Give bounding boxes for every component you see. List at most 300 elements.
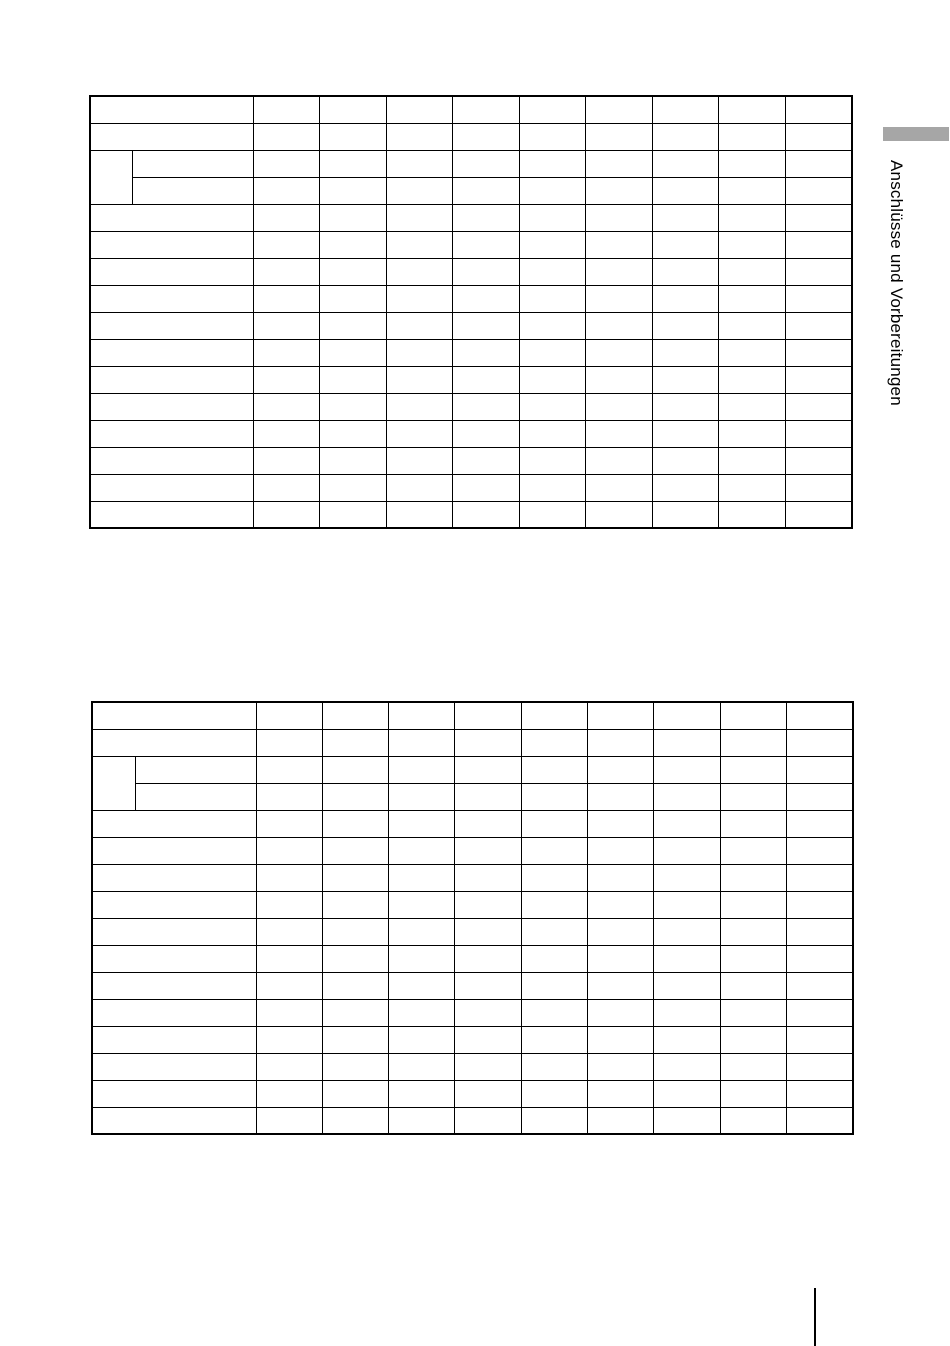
value-cell (455, 1026, 521, 1053)
value-cell (386, 312, 453, 339)
value-cell (521, 729, 587, 756)
value-cell (654, 783, 720, 810)
value-cell (586, 123, 653, 150)
table-row (90, 96, 852, 123)
value-cell (785, 474, 852, 501)
value-cell (322, 918, 388, 945)
value-cell (453, 123, 520, 150)
value-cell (519, 285, 586, 312)
value-cell (652, 474, 719, 501)
table-row (92, 1107, 853, 1134)
value-cell (519, 150, 586, 177)
value-cell (386, 447, 453, 474)
value-cell (453, 501, 520, 528)
value-cell (386, 501, 453, 528)
value-cell (586, 474, 653, 501)
value-cell (586, 501, 653, 528)
value-cell (521, 945, 587, 972)
table-row (92, 1080, 853, 1107)
sub-label-cell (132, 150, 253, 177)
value-cell (386, 420, 453, 447)
value-cell (720, 729, 786, 756)
group-label-cell (92, 756, 135, 810)
value-cell (719, 501, 786, 528)
value-cell (719, 96, 786, 123)
value-cell (588, 945, 654, 972)
value-cell (586, 312, 653, 339)
value-cell (785, 231, 852, 258)
value-cell (453, 339, 520, 366)
value-cell (253, 447, 320, 474)
value-cell (652, 339, 719, 366)
value-cell (787, 864, 853, 891)
value-cell (787, 945, 853, 972)
value-cell (654, 729, 720, 756)
value-cell (453, 420, 520, 447)
value-cell (519, 231, 586, 258)
table-row (90, 150, 852, 177)
value-cell (389, 729, 455, 756)
value-cell (256, 1107, 322, 1134)
value-cell (654, 1080, 720, 1107)
value-cell (386, 285, 453, 312)
value-cell (588, 810, 654, 837)
value-cell (256, 756, 322, 783)
value-cell (652, 420, 719, 447)
row-label-cell (90, 96, 253, 123)
value-cell (519, 96, 586, 123)
value-cell (521, 918, 587, 945)
value-cell (389, 1053, 455, 1080)
value-cell (586, 339, 653, 366)
value-cell (389, 756, 455, 783)
row-label-cell (90, 312, 253, 339)
value-cell (588, 1080, 654, 1107)
value-cell (654, 837, 720, 864)
value-cell (586, 204, 653, 231)
value-cell (720, 1107, 786, 1134)
value-cell (453, 474, 520, 501)
row-label-cell (92, 864, 256, 891)
value-cell (720, 783, 786, 810)
value-cell (389, 891, 455, 918)
value-cell (320, 177, 387, 204)
value-cell (455, 945, 521, 972)
value-cell (586, 447, 653, 474)
value-cell (588, 1026, 654, 1053)
value-cell (322, 783, 388, 810)
value-cell (586, 366, 653, 393)
value-cell (455, 891, 521, 918)
sub-label-cell (132, 177, 253, 204)
value-cell (386, 150, 453, 177)
value-cell (719, 150, 786, 177)
section-title-vertical: Anschlüsse und Vorbereitungen (887, 160, 906, 406)
value-cell (389, 837, 455, 864)
value-cell (253, 474, 320, 501)
value-cell (654, 1053, 720, 1080)
value-cell (588, 891, 654, 918)
value-cell (256, 918, 322, 945)
value-cell (785, 150, 852, 177)
value-cell (519, 474, 586, 501)
value-cell (521, 1107, 587, 1134)
row-label-cell (90, 447, 253, 474)
value-cell (455, 864, 521, 891)
value-cell (253, 231, 320, 258)
row-label-cell (92, 837, 256, 864)
value-cell (720, 918, 786, 945)
value-cell (386, 204, 453, 231)
value-cell (455, 702, 521, 729)
value-cell (588, 918, 654, 945)
value-cell (785, 393, 852, 420)
value-cell (719, 231, 786, 258)
value-cell (519, 393, 586, 420)
table-row (92, 1053, 853, 1080)
value-cell (785, 177, 852, 204)
value-cell (386, 231, 453, 258)
value-cell (588, 837, 654, 864)
value-cell (521, 810, 587, 837)
table-row (90, 258, 852, 285)
value-cell (720, 702, 786, 729)
value-cell (785, 366, 852, 393)
value-cell (320, 204, 387, 231)
value-cell (720, 1026, 786, 1053)
row-label-cell (92, 945, 256, 972)
value-cell (389, 918, 455, 945)
value-cell (256, 702, 322, 729)
value-cell (322, 999, 388, 1026)
value-cell (455, 1053, 521, 1080)
value-cell (253, 420, 320, 447)
value-cell (453, 393, 520, 420)
table-row (92, 972, 853, 999)
value-cell (787, 1053, 853, 1080)
value-cell (785, 501, 852, 528)
group-label-cell (90, 150, 132, 204)
table-row (90, 204, 852, 231)
value-cell (519, 258, 586, 285)
value-cell (521, 891, 587, 918)
value-cell (719, 258, 786, 285)
value-cell (256, 1053, 322, 1080)
value-cell (785, 96, 852, 123)
value-cell (785, 312, 852, 339)
value-cell (453, 150, 520, 177)
value-cell (652, 447, 719, 474)
value-cell (256, 864, 322, 891)
spec-table-1 (89, 95, 853, 529)
value-cell (322, 1080, 388, 1107)
table-row (92, 891, 853, 918)
value-cell (389, 783, 455, 810)
value-cell (320, 339, 387, 366)
value-cell (519, 339, 586, 366)
value-cell (654, 1026, 720, 1053)
row-label-cell (92, 972, 256, 999)
value-cell (652, 366, 719, 393)
value-cell (588, 1053, 654, 1080)
value-cell (389, 702, 455, 729)
value-cell (521, 999, 587, 1026)
value-cell (787, 756, 853, 783)
value-cell (320, 501, 387, 528)
value-cell (654, 918, 720, 945)
value-cell (654, 1107, 720, 1134)
table-row (90, 177, 852, 204)
row-label-cell (92, 810, 256, 837)
value-cell (253, 339, 320, 366)
value-cell (322, 837, 388, 864)
value-cell (320, 150, 387, 177)
value-cell (785, 204, 852, 231)
value-cell (322, 1107, 388, 1134)
value-cell (785, 339, 852, 366)
value-cell (654, 891, 720, 918)
table-row (92, 837, 853, 864)
value-cell (455, 1080, 521, 1107)
value-cell (521, 837, 587, 864)
row-label-cell (92, 1053, 256, 1080)
value-cell (322, 1053, 388, 1080)
value-cell (719, 366, 786, 393)
value-cell (386, 96, 453, 123)
value-cell (654, 810, 720, 837)
value-cell (787, 891, 853, 918)
row-label-cell (90, 258, 253, 285)
value-cell (253, 258, 320, 285)
value-cell (787, 999, 853, 1026)
value-cell (256, 1026, 322, 1053)
value-cell (787, 1080, 853, 1107)
value-cell (519, 312, 586, 339)
row-label-cell (90, 501, 253, 528)
row-label-cell (92, 999, 256, 1026)
value-cell (453, 231, 520, 258)
value-cell (720, 1080, 786, 1107)
value-cell (453, 258, 520, 285)
value-cell (787, 972, 853, 999)
value-cell (455, 1107, 521, 1134)
value-cell (652, 204, 719, 231)
value-cell (720, 891, 786, 918)
value-cell (719, 474, 786, 501)
value-cell (253, 96, 320, 123)
value-cell (322, 702, 388, 729)
value-cell (386, 393, 453, 420)
value-cell (453, 204, 520, 231)
value-cell (322, 891, 388, 918)
value-cell (389, 1026, 455, 1053)
value-cell (386, 123, 453, 150)
value-cell (389, 972, 455, 999)
value-cell (652, 231, 719, 258)
spec-table-1-body (90, 96, 852, 528)
value-cell (654, 756, 720, 783)
value-cell (586, 96, 653, 123)
value-cell (322, 810, 388, 837)
value-cell (652, 177, 719, 204)
row-label-cell (90, 204, 253, 231)
value-cell (588, 783, 654, 810)
value-cell (389, 999, 455, 1026)
table-row (92, 864, 853, 891)
value-cell (588, 1107, 654, 1134)
row-label-cell (92, 1107, 256, 1134)
value-cell (320, 393, 387, 420)
value-cell (453, 366, 520, 393)
value-cell (455, 783, 521, 810)
table-row (92, 783, 853, 810)
value-cell (453, 177, 520, 204)
value-cell (652, 258, 719, 285)
value-cell (519, 420, 586, 447)
table-row (90, 474, 852, 501)
table-row (92, 729, 853, 756)
value-cell (519, 501, 586, 528)
row-label-cell (90, 339, 253, 366)
value-cell (521, 1080, 587, 1107)
value-cell (322, 945, 388, 972)
row-label-cell (90, 285, 253, 312)
value-cell (320, 123, 387, 150)
table-row (92, 702, 853, 729)
value-cell (719, 447, 786, 474)
value-cell (720, 1053, 786, 1080)
value-cell (720, 756, 786, 783)
row-label-cell (90, 420, 253, 447)
row-label-cell (90, 474, 253, 501)
value-cell (652, 96, 719, 123)
value-cell (256, 810, 322, 837)
value-cell (320, 447, 387, 474)
value-cell (320, 312, 387, 339)
spec-table-2 (91, 701, 854, 1135)
value-cell (652, 150, 719, 177)
value-cell (586, 258, 653, 285)
value-cell (455, 729, 521, 756)
value-cell (586, 393, 653, 420)
value-cell (519, 366, 586, 393)
value-cell (521, 783, 587, 810)
section-tab-marker (883, 127, 949, 141)
value-cell (455, 837, 521, 864)
table-row (90, 393, 852, 420)
row-label-cell (90, 393, 253, 420)
value-cell (787, 810, 853, 837)
value-cell (322, 972, 388, 999)
value-cell (787, 729, 853, 756)
value-cell (652, 285, 719, 312)
value-cell (719, 204, 786, 231)
value-cell (720, 837, 786, 864)
sub-label-cell (135, 783, 256, 810)
value-cell (453, 312, 520, 339)
value-cell (785, 447, 852, 474)
value-cell (322, 756, 388, 783)
value-cell (453, 447, 520, 474)
value-cell (521, 1026, 587, 1053)
value-cell (720, 972, 786, 999)
table-row (90, 123, 852, 150)
value-cell (652, 393, 719, 420)
value-cell (588, 864, 654, 891)
value-cell (253, 150, 320, 177)
value-cell (256, 945, 322, 972)
value-cell (256, 729, 322, 756)
value-cell (785, 258, 852, 285)
value-cell (256, 837, 322, 864)
row-label-cell (90, 123, 253, 150)
value-cell (720, 999, 786, 1026)
value-cell (320, 366, 387, 393)
value-cell (453, 285, 520, 312)
row-label-cell (92, 891, 256, 918)
value-cell (787, 918, 853, 945)
table-row (90, 285, 852, 312)
table-row (92, 999, 853, 1026)
value-cell (586, 285, 653, 312)
value-cell (588, 729, 654, 756)
value-cell (654, 702, 720, 729)
value-cell (720, 810, 786, 837)
value-cell (455, 756, 521, 783)
value-cell (588, 972, 654, 999)
row-label-cell (92, 702, 256, 729)
value-cell (787, 1107, 853, 1134)
value-cell (719, 420, 786, 447)
value-cell (253, 285, 320, 312)
table-row (92, 945, 853, 972)
value-cell (320, 231, 387, 258)
table-row (92, 756, 853, 783)
sub-label-cell (135, 756, 256, 783)
table-row (90, 339, 852, 366)
row-label-cell (90, 231, 253, 258)
value-cell (588, 999, 654, 1026)
value-cell (322, 864, 388, 891)
value-cell (256, 1080, 322, 1107)
value-cell (253, 312, 320, 339)
value-cell (787, 1026, 853, 1053)
value-cell (785, 420, 852, 447)
value-cell (320, 420, 387, 447)
value-cell (386, 258, 453, 285)
value-cell (654, 972, 720, 999)
value-cell (389, 945, 455, 972)
value-cell (586, 150, 653, 177)
value-cell (652, 123, 719, 150)
value-cell (256, 999, 322, 1026)
value-cell (652, 501, 719, 528)
row-label-cell (92, 1080, 256, 1107)
value-cell (652, 312, 719, 339)
table-row (90, 312, 852, 339)
spec-table-2-body (92, 702, 853, 1134)
value-cell (719, 123, 786, 150)
value-cell (720, 945, 786, 972)
page-footer-rule (814, 1288, 816, 1346)
value-cell (389, 1107, 455, 1134)
row-label-cell (92, 918, 256, 945)
value-cell (521, 864, 587, 891)
value-cell (256, 783, 322, 810)
value-cell (719, 393, 786, 420)
table-row (92, 1026, 853, 1053)
value-cell (521, 756, 587, 783)
